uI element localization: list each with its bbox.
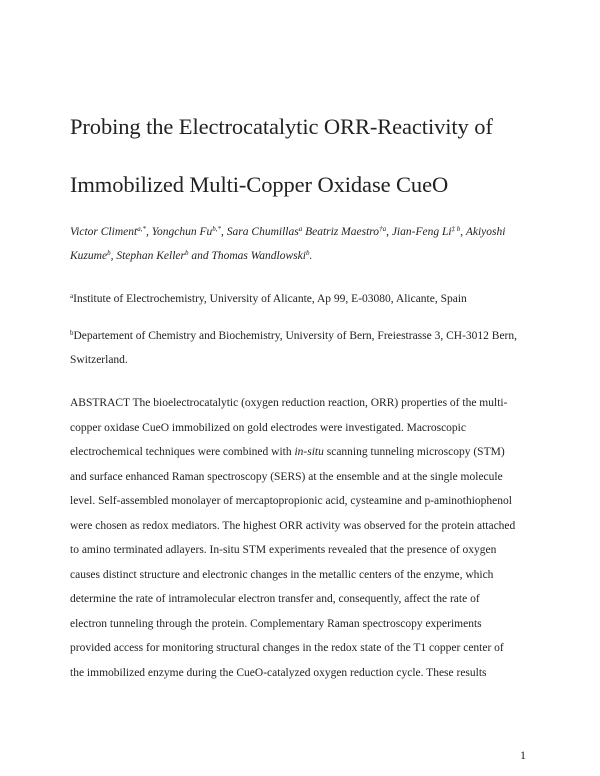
author-list [70,220,540,268]
author-separator: . [309,250,313,262]
author-separator: and [188,250,212,262]
abstract-line: to amino terminated adlayers. In-situ STM experiments revealed that the presence of oxygen [70,544,497,556]
author-name: Akiyoshi Kuzume [70,226,506,262]
author-name: Victor Climent [70,226,138,238]
author-separator: , [221,226,227,238]
author-name: Yongchun Fu [151,226,213,238]
abstract-line: and surface enhanced Raman spectroscopy (SERS) at the ensemble and at the single molecule [70,470,503,483]
author-name: Thomas Wandlowski [211,250,306,262]
abstract-line: level. Self-assembled monolayer of mercaptopropionic acid, cysteamine and p-aminothiophenol [70,495,512,507]
abstract-line: copper oxidase CueO immobilized on gold electrodes were investigated. Macroscopic [70,421,466,434]
abstract-line: ABSTRACT The bioelectrocatalytic (oxygen reduction reaction, ORR) properties of the multi- [70,397,508,409]
title-line-2: Immobilized Multi-Copper Oxidase CueO [70,172,449,197]
author-name: Beatriz Maestro [305,226,380,238]
title-line-1: Probing the Electrocatalytic ORR-Reactivity of [70,114,493,139]
abstract-line: determine the rate of intramolecular electron transfer and, consequently, affect the rate of [70,593,480,605]
abstract [70,391,540,685]
abstract-line [70,440,540,465]
abstract-emphasis: in-situ [294,446,324,458]
paper-title [70,98,540,214]
author-affiliation-mark: b [305,249,310,257]
affiliation-a [70,287,540,311]
author-separator: , [110,250,117,262]
abstract-text: electrochemical techniques were combined with [70,446,295,458]
affiliation-text: Institute of Electrochemistry, University of Alicante, Ap 99, E-03080, Alicante, Spain [73,293,467,305]
author-affiliation-mark: a [298,225,303,233]
author-name: Sara Chumillas [226,226,299,238]
page-number: 1 [520,748,526,762]
author-affiliation-mark: b [107,249,111,257]
author-affiliation-mark: a,* [137,225,146,233]
author-name: Stephan Keller [116,250,185,262]
abstract-line: provided access for monitoring structural changes in the redox state of the T1 copper center of [70,642,504,654]
author-separator: , [460,226,466,238]
author-affiliation-mark: †a [379,225,387,233]
author-affiliation-mark: b,* [212,225,222,233]
abstract-line: electron tunneling through the protein. Complementary Raman spectroscopy experiments [70,617,482,630]
affiliation-mark: a [70,292,74,300]
affiliation-b [70,324,540,372]
abstract-line: causes distinct structure and electronic changes in the metallic centers of the enzyme, which [70,568,494,581]
affiliation-text: Departement of Chemistry and Biochemistry, University of Bern, Freiestrasse 3, CH-3012 Bern, Switzerland. [70,330,518,366]
author-affiliation-mark: b [184,249,189,257]
author-affiliation-mark: ‡ b [451,225,461,233]
abstract-line: were chosen as redox mediators. The highest ORR activity was observed for the protein attached [70,519,516,532]
author-separator: , [386,226,392,238]
abstract-line: the immobilized enzyme during the CueO-catalyzed oxygen reduction cycle. These results [70,666,487,679]
author-separator: , [145,226,152,238]
author-name: Jian-Feng Li [391,226,452,238]
affiliation-mark: b [70,329,74,337]
abstract-text: scanning tunneling microscopy (STM) [323,446,505,458]
